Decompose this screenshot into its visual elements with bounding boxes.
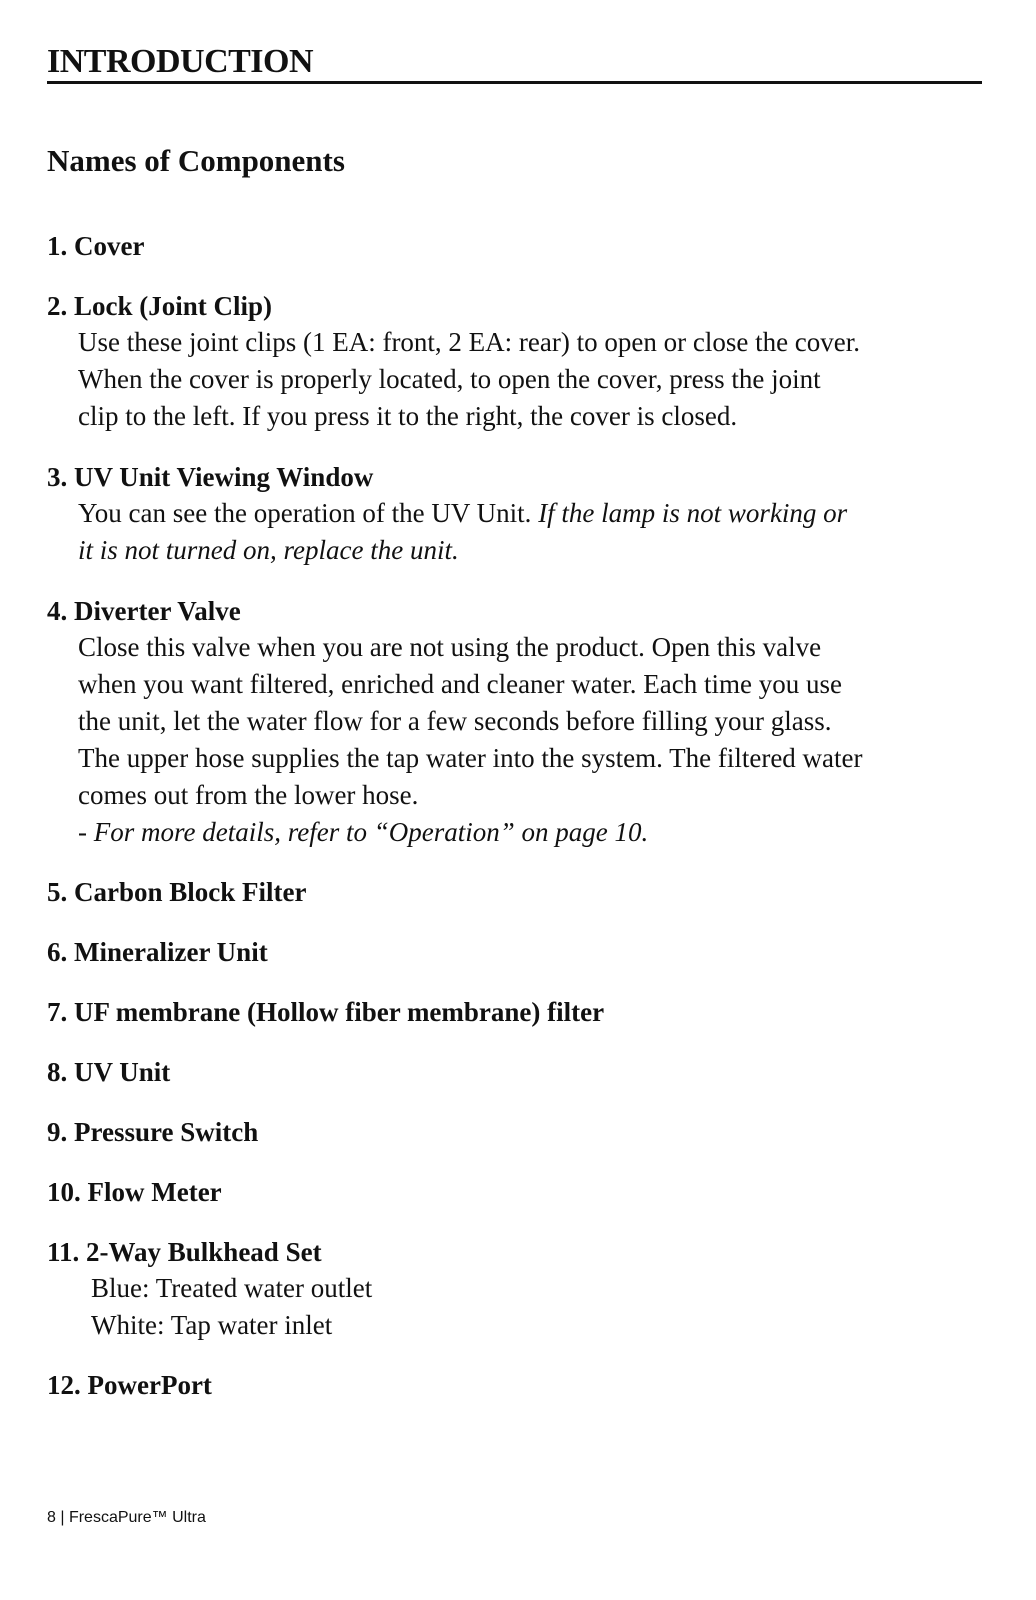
component-item-cover — [47, 228, 982, 264]
component-description — [47, 495, 982, 569]
component-heading: 11. 2-Way Bulkhead Set — [47, 1237, 322, 1267]
component-item-bulkhead-set — [47, 1234, 982, 1344]
warning-text: If the lamp is not working or — [538, 498, 848, 528]
component-description — [47, 1270, 982, 1344]
description-line: The upper hose supplies the tap water into the system. The filtered water — [78, 743, 863, 773]
description-line: clip to the left. If you press it to the right, the cover is closed. — [78, 401, 738, 431]
description-line: When the cover is properly located, to open the cover, press the joint — [78, 364, 821, 394]
section-title: INTRODUCTION — [47, 43, 314, 80]
component-item-uf-membrane — [47, 994, 982, 1030]
description-line: comes out from the lower hose. — [78, 780, 419, 810]
description-line: when you want filtered, enriched and cleaner water. Each time you use — [78, 669, 842, 699]
component-heading: 4. Diverter Valve — [47, 596, 241, 626]
description-line: Close this valve when you are not using the product. Open this valve — [78, 632, 822, 662]
component-item-uv-viewing-window — [47, 459, 982, 569]
description-line: Blue: Treated water outlet — [91, 1273, 373, 1303]
section-divider — [47, 81, 982, 84]
description-line — [78, 495, 982, 532]
component-description — [47, 629, 982, 851]
component-description — [47, 324, 982, 435]
component-item-powerport — [47, 1367, 982, 1403]
component-item-carbon-block-filter — [47, 874, 982, 910]
component-heading: 8. UV Unit — [47, 1057, 171, 1087]
component-item-pressure-switch — [47, 1114, 982, 1150]
manual-page — [47, 0, 982, 1600]
page-footer: 8 | FrescaPure™ Ultra — [47, 1509, 206, 1526]
component-heading: 12. PowerPort — [47, 1370, 212, 1400]
description-text: You can see the operation of the UV Unit. — [78, 498, 539, 528]
cross-reference-note: - For more details, refer to “Operation” on page 10. — [78, 817, 649, 847]
component-heading: 3. UV Unit Viewing Window — [47, 462, 374, 492]
component-item-uv-unit — [47, 1054, 982, 1090]
component-heading: 1. Cover — [47, 231, 145, 261]
description-line: Use these joint clips (1 EA: front, 2 EA: rear) to open or close the cover. — [78, 327, 861, 357]
component-item-diverter-valve — [47, 593, 982, 851]
component-item-lock — [47, 288, 982, 435]
component-heading: 2. Lock (Joint Clip) — [47, 291, 273, 321]
component-item-mineralizer-unit — [47, 934, 982, 970]
component-heading: 6. Mineralizer Unit — [47, 937, 268, 967]
description-line: the unit, let the water flow for a few seconds before filling your glass. — [78, 706, 832, 736]
component-item-flow-meter — [47, 1174, 982, 1210]
component-heading: 9. Pressure Switch — [47, 1117, 259, 1147]
page-subtitle: Names of Components — [47, 143, 345, 178]
component-heading: 10. Flow Meter — [47, 1177, 222, 1207]
warning-text: it is not turned on, replace the unit. — [78, 535, 459, 565]
description-line: White: Tap water inlet — [91, 1310, 333, 1340]
component-heading: 7. UF membrane (Hollow fiber membrane) filter — [47, 997, 605, 1027]
component-heading: 5. Carbon Block Filter — [47, 877, 307, 907]
